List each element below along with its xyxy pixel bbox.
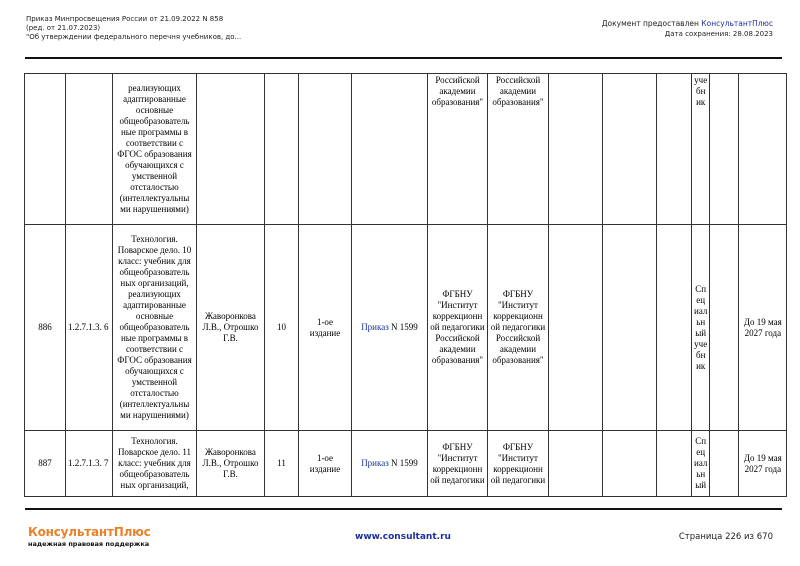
cell-order: Приказ N 1599 — [352, 431, 428, 497]
cell-code: 1.2.7.1.3. 6 — [66, 225, 113, 431]
cell-developer: ФГБНУ "Институт коррекционн ой педагогики — [428, 431, 488, 497]
cell-number: 886 — [25, 225, 66, 431]
cell-empty — [549, 431, 603, 497]
cell-empty — [603, 431, 657, 497]
cell-grade — [265, 74, 299, 225]
cell-empty — [657, 225, 692, 431]
document-header-right — [602, 19, 773, 39]
cell-type: Сп ец иал ьн ый — [692, 431, 710, 497]
cell-empty — [549, 74, 603, 225]
order-link[interactable]: Приказ — [361, 322, 389, 332]
cell-authors: Жаворонкова Л.В., Отрошко Г.В. — [197, 225, 265, 431]
cell-developer: Российской академии образования" — [428, 74, 488, 225]
cell-grade: 11 — [265, 431, 299, 497]
cell-code: 1.2.7.1.3. 7 — [66, 431, 113, 497]
cell-empty — [549, 225, 603, 431]
table-row — [25, 431, 787, 497]
textbook-list-table — [24, 73, 787, 497]
cell-authors: Жаворонкова Л.В., Отрошко Г.В. — [197, 431, 265, 497]
cell-publisher: ФГБНУ "Институт коррекционн ой педагогики — [488, 431, 549, 497]
table-row — [25, 225, 787, 431]
cell-empty — [603, 74, 657, 225]
header-subject: "Об утверждении федерального перечня учебников, до... — [26, 33, 242, 41]
cell-empty — [710, 431, 739, 497]
cell-number: 887 — [25, 431, 66, 497]
page-counter: Страница 226 из 670 — [678, 532, 773, 542]
header-order-title: Приказ Минпросвещения России от 21.09.2022 N 858 — [26, 15, 224, 23]
footer-brand — [28, 525, 151, 548]
cell-type: Сп ец иал ьн ый уче бн ик — [692, 225, 710, 431]
cell-empty — [603, 225, 657, 431]
cell-deadline: До 19 мая 2027 года — [739, 225, 787, 431]
cell-authors — [197, 74, 265, 225]
cell-grade: 10 — [265, 225, 299, 431]
cell-empty — [657, 431, 692, 497]
cell-edition: 1-ое издание — [299, 431, 352, 497]
cell-order: Приказ N 1599 — [352, 225, 428, 431]
cell-type: уче бн ик — [692, 74, 710, 225]
header-divider — [25, 57, 782, 59]
footer-divider — [25, 508, 782, 510]
cell-order — [352, 74, 428, 225]
cell-publisher: Российской академии образования" — [488, 74, 549, 225]
footer-tagline: надежная правовая поддержка — [28, 540, 150, 548]
cell-publisher: ФГБНУ "Институт коррекционн ой педагогики Российской академии образования" — [488, 225, 549, 431]
header-save-date: Дата сохранения: 28.08.2023 — [664, 30, 773, 38]
cell-code — [66, 74, 113, 225]
footer-website-link[interactable]: www.consultant.ru — [355, 532, 451, 542]
cell-empty — [710, 225, 739, 431]
header-revision: (ред. от 21.07.2023) — [26, 24, 101, 32]
cell-edition: 1-ое издание — [299, 225, 352, 431]
cell-edition — [299, 74, 352, 225]
cell-number — [25, 74, 66, 225]
order-link[interactable]: Приказ — [361, 458, 389, 468]
table-row — [25, 74, 787, 225]
cell-title: Технология. Поварское дело. 10 класс: учебник для общеобразователь ных организаций, реализующих адаптированные основные общеобразователь ные программы в соответствии с ФГОС образования обучающихся с умственной отсталостью (интеллектуальны ми нарушениями) — [113, 225, 197, 431]
cell-empty — [710, 74, 739, 225]
cell-title: Технология. Поварское дело. 11 класс: учебник для общеобразователь ных организаций, — [113, 431, 197, 497]
consultant-logo: КонсультантПлюс — [28, 525, 151, 539]
cell-deadline: До 19 мая 2027 года — [739, 431, 787, 497]
cell-developer: ФГБНУ "Институт коррекционн ой педагогики Российской академии образования" — [428, 225, 488, 431]
header-provided-by: Документ предоставлен — [601, 19, 702, 28]
document-header-left — [26, 15, 241, 42]
cell-deadline — [739, 74, 787, 225]
header-brand-link[interactable]: КонсультантПлюс — [701, 19, 773, 28]
cell-empty — [657, 74, 692, 225]
cell-title: реализующих адаптированные основные общеобразователь ные программы в соответствии с ФГОС образования обучающихся с умственной отсталостью (интеллектуальны ми нарушениями) — [113, 74, 197, 225]
